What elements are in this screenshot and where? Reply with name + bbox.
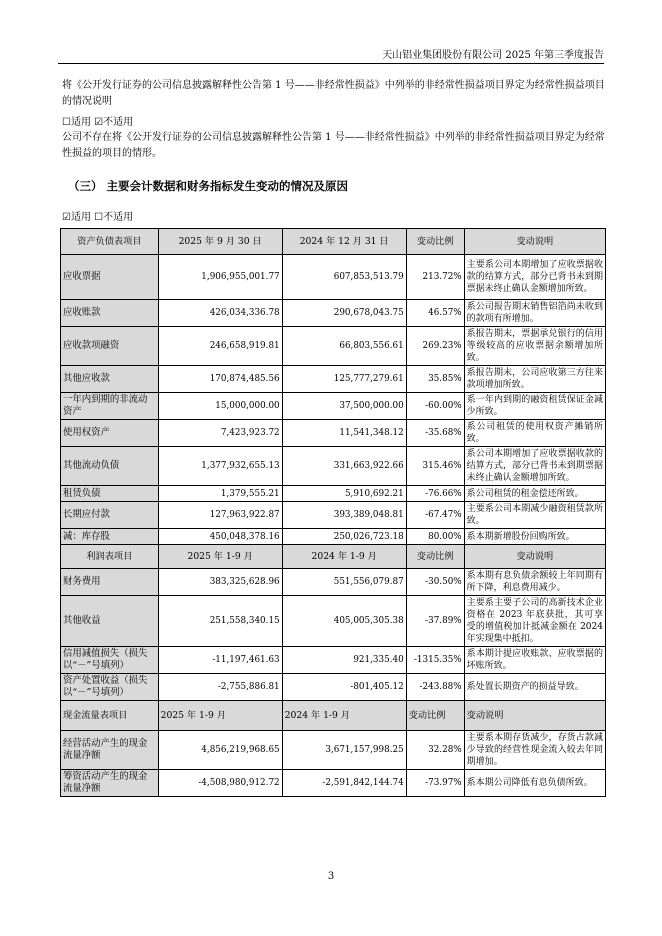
table-row [61, 770, 606, 797]
row-label: 经营活动产生的现金流量净额 [61, 731, 159, 770]
header-divider [58, 63, 604, 64]
change-explanation: 系本期公司降低有息负债所致。 [464, 770, 605, 797]
change-ratio: -243.88% [406, 674, 464, 701]
intro-applicability-check: ☐适用 ☑不适用 [62, 117, 134, 128]
prior-value: 921,335.40 [282, 647, 406, 674]
prior-value: 3,671,157,998.25 [282, 731, 406, 770]
change-ratio: -30.50% [406, 569, 464, 596]
balance-header-cell: 2025 年 9 月 30 日 [158, 229, 282, 255]
table-row [61, 596, 606, 647]
row-label: 其他应收款 [61, 366, 159, 393]
table-row [61, 569, 606, 596]
prior-value: 405,005,305.38 [282, 596, 406, 647]
table-row [61, 647, 606, 674]
financial-changes-table [60, 228, 606, 797]
report-header-title: 天山铝业集团股份有限公司 2025 年第三季度报告 [382, 50, 604, 61]
income-header-cell: 变动说明 [464, 545, 605, 569]
table-row [61, 255, 606, 300]
current-value: 450,048,378.16 [158, 529, 282, 545]
change-explanation: 主要系主要子公司的高新技术企业资格在 2023 年底获批，其可享受的增值税加计抵减金额在 2024 年实现集中抵扣。 [464, 596, 605, 647]
change-ratio: -76.66% [406, 486, 464, 502]
change-explanation: 系报告期末，公司应收第三方往来款项增加所致。 [464, 366, 605, 393]
cashflow-header-cell: 变动比例 [406, 701, 464, 731]
prior-value: 393,389,048.81 [282, 502, 406, 529]
row-label: 财务费用 [61, 569, 159, 596]
change-ratio: -67.47% [406, 502, 464, 529]
change-ratio: 269.23% [406, 327, 464, 366]
current-value: 127,963,922.87 [158, 502, 282, 529]
income-header-cell: 利润表项目 [61, 545, 159, 569]
change-ratio: 32.28% [406, 731, 464, 770]
prior-value: 290,678,043.75 [282, 300, 406, 327]
change-ratio: 213.72% [406, 255, 464, 300]
row-label: 筹资活动产生的现金流量净额 [61, 770, 159, 797]
change-explanation: 主要系本期存货减少，存货占款减少导致的经营性现金流入较去年同期增加。 [464, 731, 605, 770]
current-value: -11,197,461.63 [158, 647, 282, 674]
table-row [61, 502, 606, 529]
intro-paragraph-2: 公司不存在将《公开发行证券的公司信息披露解释性公告第 1 号——非经常性损益》中列举的非经常性损益项目界定为经常性损益的项目的情形。 [62, 132, 605, 159]
change-explanation: 主要系公司本期增加了应收票据收款的结算方式，部分已背书未到期票据未终止确认金额增加所致。 [464, 255, 605, 300]
current-value: 4,856,219,968.65 [158, 731, 282, 770]
prior-value: 66,803,556.61 [282, 327, 406, 366]
change-ratio: 35.85% [406, 366, 464, 393]
prior-value: -2,591,842,144.74 [282, 770, 406, 797]
prior-value: -801,405.12 [282, 674, 406, 701]
prior-value: 11,541,348.12 [282, 420, 406, 447]
cashflow-header-cell: 现金流量表项目 [61, 701, 159, 731]
change-ratio: 315.46% [406, 447, 464, 486]
row-label: 租赁负债 [61, 486, 159, 502]
page-number: 3 [327, 871, 335, 882]
section-applicability-check: ☑适用 ☐不适用 [62, 212, 134, 223]
change-explanation: 系本期计提应收账款、应收票据的坏账所致。 [464, 647, 605, 674]
change-explanation: 主要系公司本期减少融资租赁款所致。 [464, 502, 605, 529]
balance-header-cell: 2024 年 12 月 31 日 [282, 229, 406, 255]
balance-header-cell: 变动说明 [464, 229, 605, 255]
row-label: 一年内到期的非流动资产 [61, 393, 159, 420]
current-value: 246,658,919.81 [158, 327, 282, 366]
prior-value: 551,556,079.87 [282, 569, 406, 596]
cashflow-header-cell: 2024 年 1-9 月 [282, 701, 406, 731]
cashflow-header-cell: 变动说明 [464, 701, 605, 731]
row-label: 长期应付款 [61, 502, 159, 529]
change-explanation: 系处置长期资产的损益导致。 [464, 674, 605, 701]
balance-header-cell: 变动比例 [406, 229, 464, 255]
change-ratio: -1315.35% [406, 647, 464, 674]
table-row [61, 486, 606, 502]
prior-value: 331,663,922.66 [282, 447, 406, 486]
current-value: 1,379,555.21 [158, 486, 282, 502]
row-label: 使用权资产 [61, 420, 159, 447]
change-ratio: -60.00% [406, 393, 464, 420]
table-row [61, 393, 606, 420]
current-value: 1,906,955,001.77 [158, 255, 282, 300]
row-label: 资产处置收益（损失以“－”号填列） [61, 674, 159, 701]
change-explanation: 系公司本期增加了应收票据收款的结算方式，部分已背书未到期票据未终止确认金额增加所致。 [464, 447, 605, 486]
prior-value: 37,500,000.00 [282, 393, 406, 420]
prior-value: 125,777,279.61 [282, 366, 406, 393]
row-label: 应收票据 [61, 255, 159, 300]
current-value: -2,755,886.81 [158, 674, 282, 701]
change-explanation: 系报告期末，票据承兑银行的信用等级较高的应收票据余额增加所致。 [464, 327, 605, 366]
change-explanation: 系公司租赁的使用权资产摊销所致。 [464, 420, 605, 447]
income-header-cell: 2024 年 1-9 月 [282, 545, 406, 569]
cashflow-header-cell: 2025 年 1-9 月 [158, 701, 282, 731]
table-row [61, 447, 606, 486]
change-ratio: -73.97% [406, 770, 464, 797]
current-value: 7,423,923.72 [158, 420, 282, 447]
current-value: 251,558,340.15 [158, 596, 282, 647]
table-row [61, 420, 606, 447]
change-ratio: -37.89% [406, 596, 464, 647]
change-explanation: 系本期新增股份回购所致。 [464, 529, 605, 545]
prior-value: 250,026,723.18 [282, 529, 406, 545]
prior-value: 607,853,513.79 [282, 255, 406, 300]
change-ratio: -35.68% [406, 420, 464, 447]
current-value: 383,325,628.96 [158, 569, 282, 596]
balance-header-cell: 资产负债表项目 [61, 229, 159, 255]
table-row [61, 674, 606, 701]
row-label: 应收账款 [61, 300, 159, 327]
balance-header-row [61, 229, 606, 255]
table-row [61, 327, 606, 366]
table-row [61, 300, 606, 327]
table-row [61, 731, 606, 770]
change-ratio: 46.57% [406, 300, 464, 327]
income-header-cell: 2025 年 1-9 月 [158, 545, 282, 569]
row-label: 减：库存股 [61, 529, 159, 545]
section-title: （三） 主要会计数据和财务指标发生变动的情况及原因 [68, 179, 349, 193]
current-value: 15,000,000.00 [158, 393, 282, 420]
table-row [61, 529, 606, 545]
row-label: 信用减值损失（损失以“－”号填列） [61, 647, 159, 674]
change-explanation: 系公司租赁的租金偿还所致。 [464, 486, 605, 502]
current-value: 426,034,336.78 [158, 300, 282, 327]
cashflow-header-row [61, 701, 606, 731]
current-value: 170,874,485.56 [158, 366, 282, 393]
change-ratio: 80.00% [406, 529, 464, 545]
change-explanation: 系一年内到期的融资租赁保证金减少所致。 [464, 393, 605, 420]
current-value: 1,377,932,655.13 [158, 447, 282, 486]
row-label: 应收款项融资 [61, 327, 159, 366]
current-value: -4,508,980,912.72 [158, 770, 282, 797]
change-explanation: 系公司报告期末销售铝箔尚未收到的款项有所增加。 [464, 300, 605, 327]
income-header-row [61, 545, 606, 569]
income-header-cell: 变动比例 [406, 545, 464, 569]
row-label: 其他收益 [61, 596, 159, 647]
change-explanation: 系本期有息负债余额较上年同期有所下降，利息费用减少。 [464, 569, 605, 596]
row-label: 其他流动负债 [61, 447, 159, 486]
table-row [61, 366, 606, 393]
prior-value: 5,910,692.21 [282, 486, 406, 502]
intro-paragraph-1: 将《公开发行证券的公司信息披露解释性公告第 1 号——非经常性损益》中列举的非经常性损益项目界定为经常性损益项目的情况说明 [62, 80, 605, 107]
